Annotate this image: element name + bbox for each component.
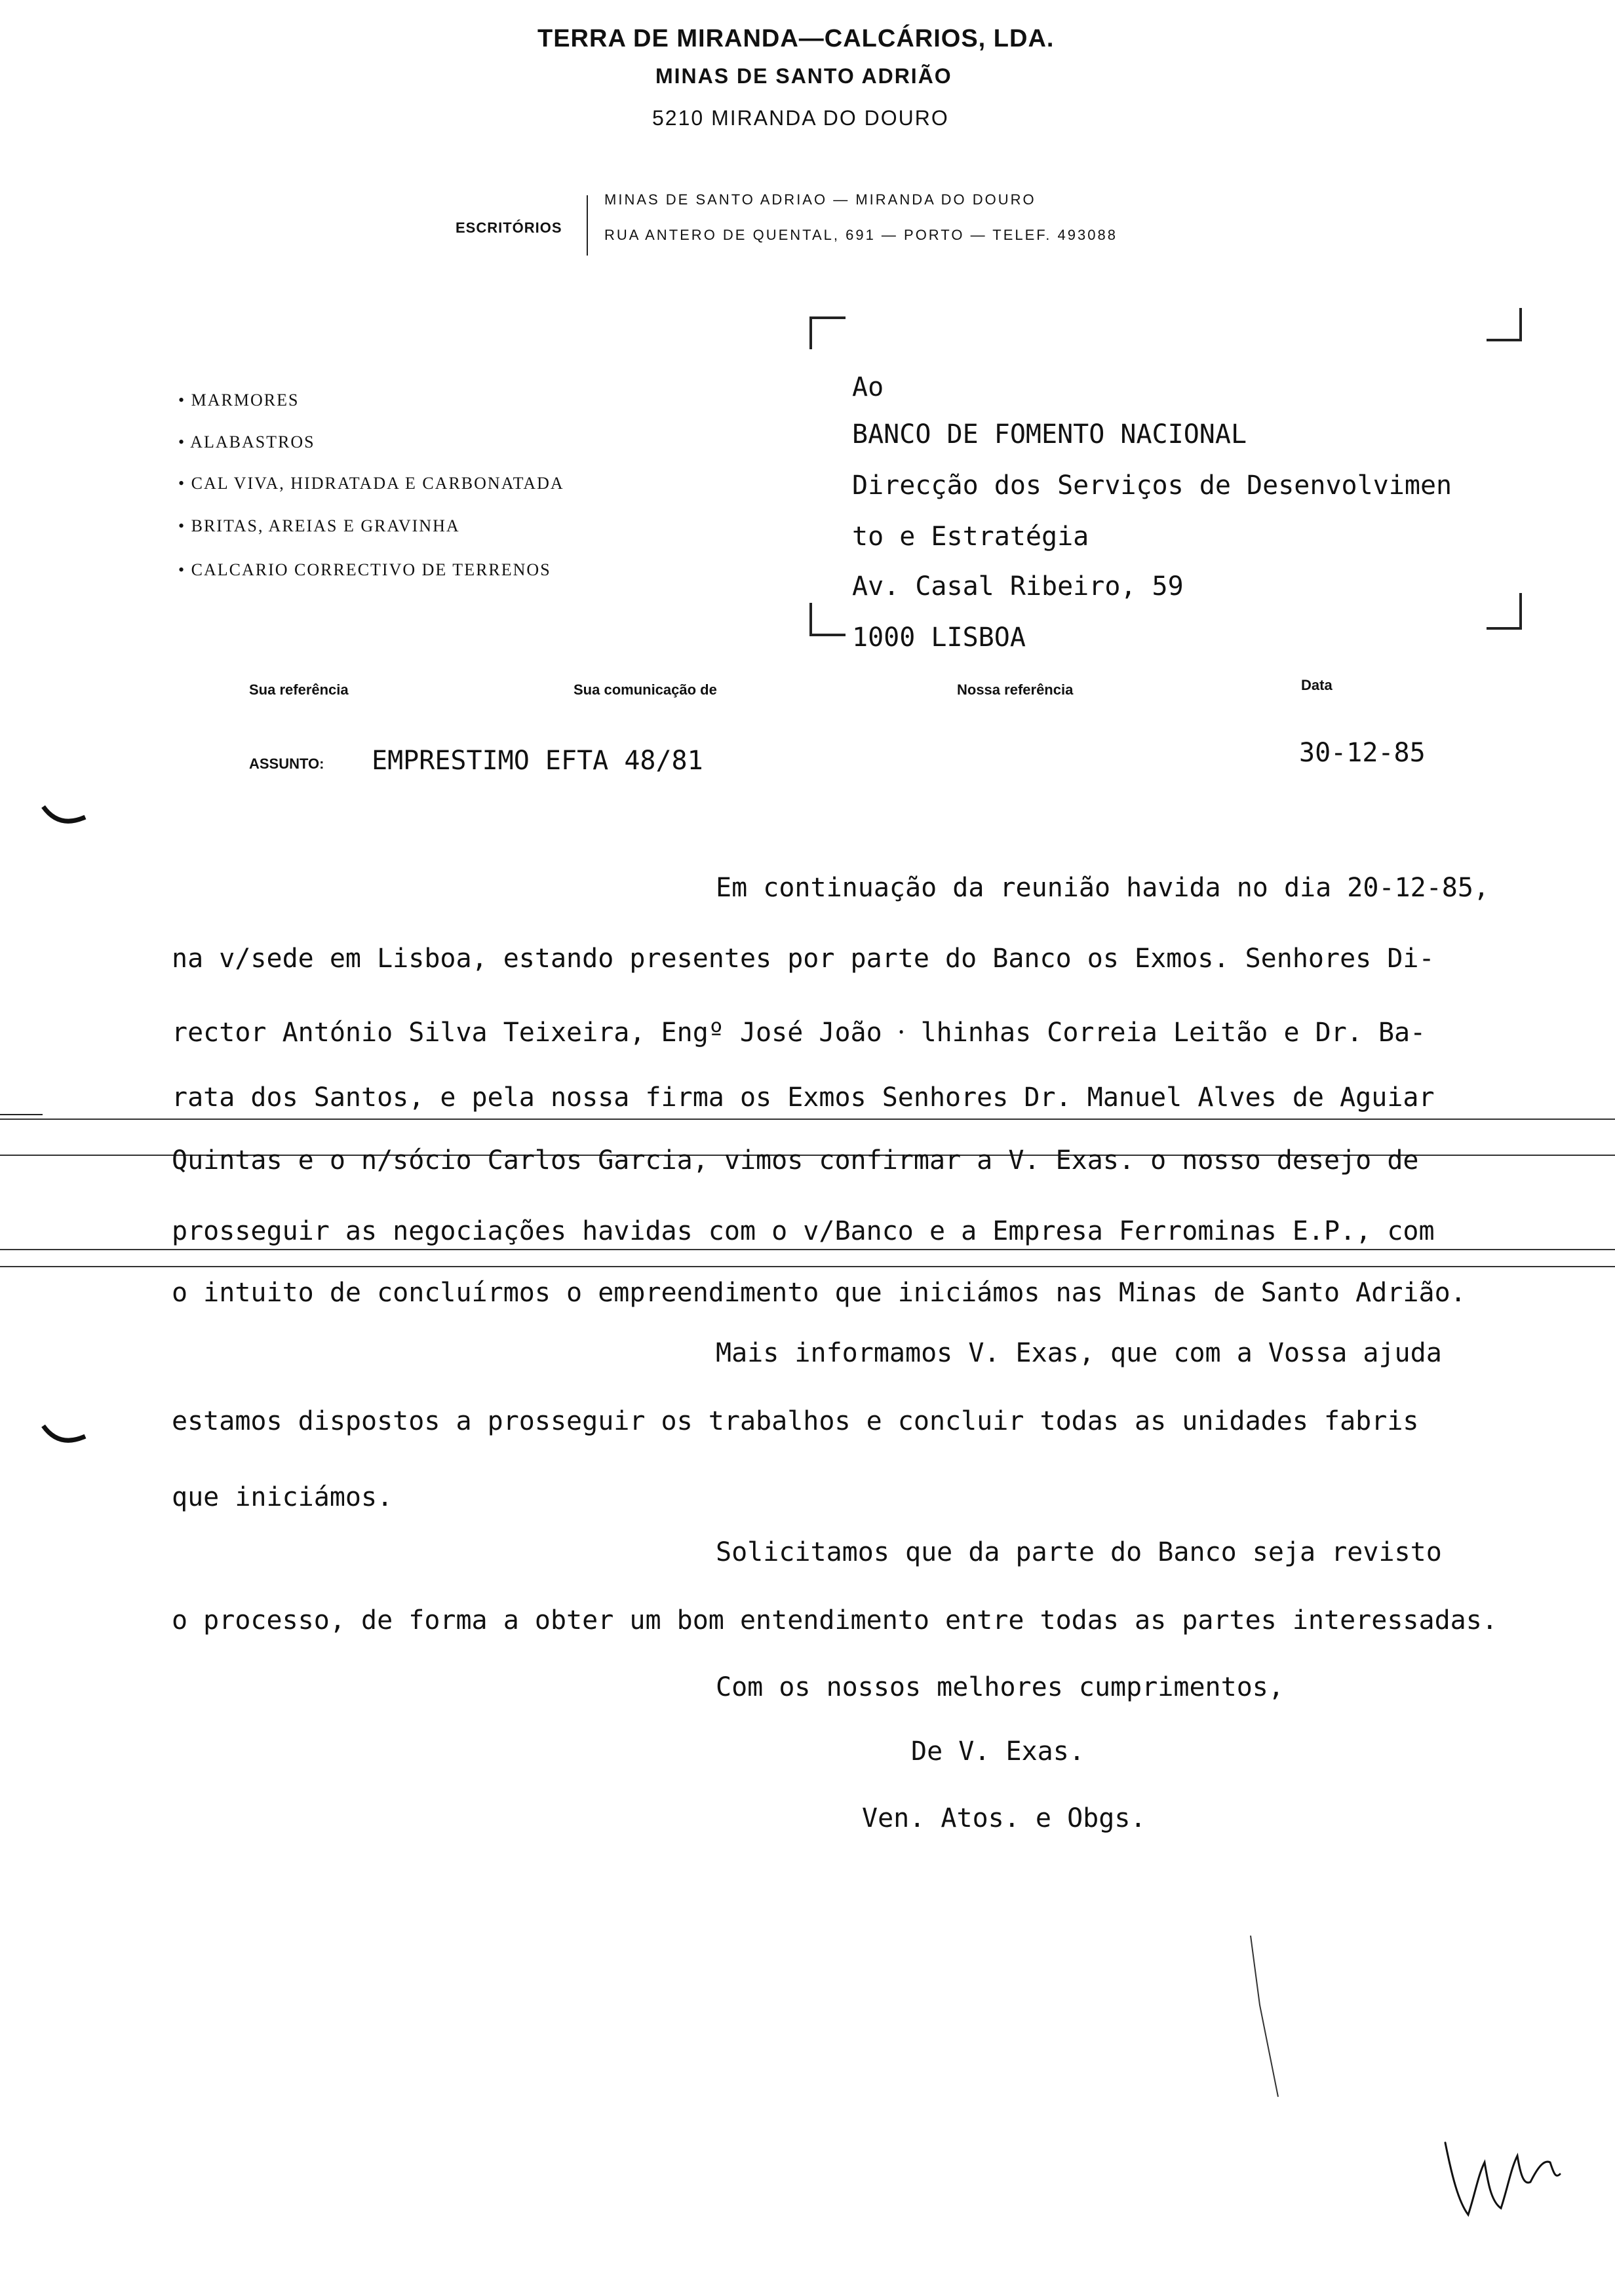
body-line: Mais informamos V. Exas, que com a Vossa ajuda (716, 1338, 1442, 1368)
pen-stroke (1245, 1933, 1285, 2103)
scan-line (0, 1249, 1615, 1250)
body-line: Em continuação da reunião havida no dia 20-12-85, (716, 873, 1490, 903)
product-item: • CALCARIO CORRECTIVO DE TERRENOS (178, 560, 551, 579)
body-line: na v/sede em Lisboa, estando presentes por parte do Banco os Exmos. Senhores Di- (172, 944, 1435, 974)
body-line: Solicitamos que da parte do Banco seja revisto (716, 1537, 1442, 1567)
edge-mark (0, 1114, 43, 1115)
body-line: que iniciámos. (172, 1482, 393, 1512)
label-sua-referencia: Sua referência (249, 681, 349, 698)
recipient-line: 1000 LISBOA (852, 622, 1026, 653)
body-line: estamos dispostos a prosseguir os trabalhos e concluir todas as unidades fabris (172, 1406, 1419, 1436)
closing-line: Com os nossos melhores cumprimentos, (716, 1672, 1284, 1702)
subject-label: ASSUNTO: (249, 756, 324, 772)
label-nossa-referencia: Nossa referência (957, 681, 1074, 698)
punch-hole-mark (39, 803, 92, 835)
product-item: • CAL VIVA, HIDRATADA E CARBONATADA (178, 474, 564, 493)
subject-text: EMPRESTIMO EFTA 48/81 (372, 746, 703, 776)
recipient-line: BANCO DE FOMENTO NACIONAL (852, 419, 1247, 450)
recipient-line: Ao (852, 372, 884, 402)
body-line: rector António Silva Teixeira, Engº José João ⸱ lhinhas Correia Leitão e Dr. Ba- (172, 1018, 1426, 1048)
letter-date: 30-12-85 (1299, 738, 1426, 768)
company-name: TERRA DE MIRANDA—CALCÁRIOS, LDA. (537, 25, 1055, 52)
body-line: Quintas e o n/sócio Carlos Garcia, vimos confirmar a V. Exas. o nosso desejo de (172, 1145, 1419, 1176)
product-item: • MARMORES (178, 391, 300, 410)
office-address-1: MINAS DE SANTO ADRIAO — MIRANDA DO DOURO (604, 191, 1036, 208)
label-data: Data (1301, 677, 1333, 693)
closing-line: De V. Exas. (911, 1736, 1085, 1767)
offices-label: ESCRITÓRIOS (456, 220, 562, 236)
label-sua-comunicacao: Sua comunicação de (574, 681, 717, 698)
product-item: • BRITAS, AREIAS E GRAVINHA (178, 516, 460, 535)
recipient-line: Av. Casal Ribeiro, 59 (852, 571, 1184, 602)
mines-name: MINAS DE SANTO ADRIÃO (655, 64, 952, 88)
body-line: o intuito de concluírmos o empreendimento que iniciámos nas Minas de Santo Adrião. (172, 1278, 1466, 1308)
body-line: o processo, de forma a obter um bom entendimento entre todas as partes interessadas. (172, 1605, 1498, 1636)
office-address-2: RUA ANTERO DE QUENTAL, 691 — PORTO — TELEF. 493088 (604, 227, 1118, 243)
closing-line: Ven. Atos. e Obgs. (862, 1803, 1146, 1833)
handwritten-signature (1439, 2123, 1570, 2234)
body-line: prosseguir as negociações havidas com o v/Banco e a Empresa Ferrominas E.P., com (172, 1216, 1435, 1246)
recipient-line: Direcção dos Serviços de Desenvolvimen (852, 470, 1452, 501)
punch-hole-mark (39, 1422, 92, 1455)
scan-line (0, 1119, 1615, 1120)
scan-line (0, 1266, 1615, 1267)
product-item: • ALABASTROS (178, 432, 315, 451)
recipient-line: to e Estratégia (852, 522, 1089, 552)
offices-bracket (587, 195, 588, 256)
company-city: 5210 MIRANDA DO DOURO (652, 106, 949, 130)
body-line: rata dos Santos, e pela nossa firma os Exmos Senhores Dr. Manuel Alves de Aguiar (172, 1082, 1435, 1113)
